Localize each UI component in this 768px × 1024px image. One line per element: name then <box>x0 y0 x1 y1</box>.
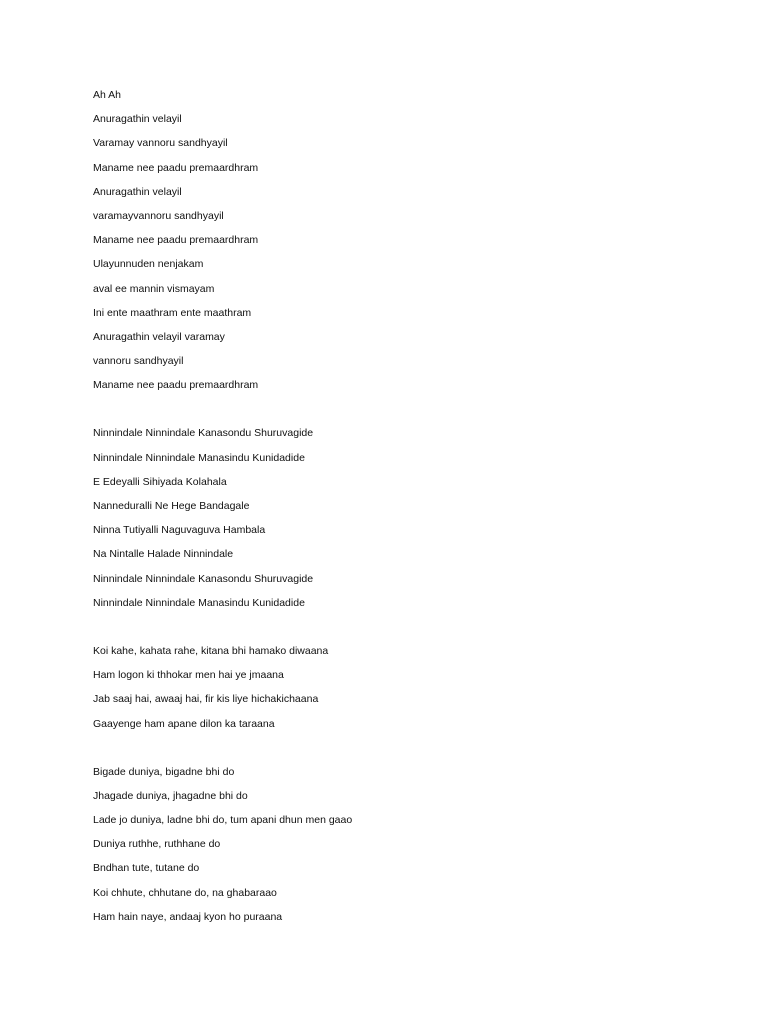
stanza-kannada <box>93 424 733 618</box>
lyric-line: Ulayunnuden nenjakam <box>93 258 204 271</box>
lyric-line: Bigade duniya, bigadne bhi do <box>93 765 235 778</box>
lyric-line: Gaayenge ham apane dilon ka taraana <box>93 717 275 730</box>
lyric-line: Maname nee paadu premaardhram <box>93 379 259 392</box>
lyrics-body <box>93 86 733 956</box>
lyric-line: Ninnindale Ninnindale Manasindu Kunidadide <box>93 596 305 609</box>
lyric-line: Na Nintalle Halade Ninnindale <box>93 548 234 561</box>
lyric-line: varamayvannoru sandhyayil <box>93 209 224 222</box>
lyric-line: Jab saaj hai, awaaj hai, fir kis liye hichakichaana <box>93 693 319 706</box>
lyric-line: Ninnindale Ninnindale Manasindu Kunidadide <box>93 451 305 464</box>
lyric-line: Anuragathin velayil <box>93 185 182 198</box>
lyric-line: aval ee mannin vismayam <box>93 282 215 295</box>
lyric-line: vannoru sandhyayil <box>93 355 184 368</box>
lyric-line: Koi kahe, kahata rahe, kitana bhi hamako diwaana <box>93 644 329 657</box>
stanza-hindi-verse <box>93 763 733 932</box>
lyric-line: Ninnindale Ninnindale Kanasondu Shuruvagide <box>93 572 314 585</box>
lyric-line: Maname nee paadu premaardhram <box>93 234 259 247</box>
lyric-line: Bndhan tute, tutane do <box>93 862 200 875</box>
lyric-line: E Edeyalli Sihiyada Kolahala <box>93 475 227 488</box>
lyric-line: Duniya ruthhe, ruthhane do <box>93 838 221 851</box>
lyric-line: Ninnindale Ninnindale Kanasondu Shuruvagide <box>93 427 314 440</box>
lyric-line: Lade jo duniya, ladne bhi do, tum apani dhun men gaao <box>93 814 353 827</box>
lyric-line: Ah Ah <box>93 89 122 101</box>
lyric-line: Ini ente maathram ente maathram <box>93 306 252 319</box>
lyric-line: Ham logon ki thhokar men hai ye jmaana <box>93 669 284 682</box>
stanza-malayalam <box>93 86 733 400</box>
lyric-line: Nanneduralli Ne Hege Bandagale <box>93 500 250 512</box>
lyric-line: Ninna Tutiyalli Naguvaguva Hambala <box>93 524 266 537</box>
lyric-line: Varamay vannoru sandhyayil <box>93 137 228 150</box>
stanza-hindi-chorus <box>93 642 733 739</box>
lyric-line: Anuragathin velayil varamay <box>93 330 225 343</box>
lyric-line: Anuragathin velayil <box>93 113 182 126</box>
lyric-line: Ham hain naye, andaaj kyon ho puraana <box>93 910 283 923</box>
lyric-line: Maname nee paadu premaardhram <box>93 161 259 174</box>
lyric-line: Koi chhute, chhutane do, na ghabaraao <box>93 886 277 899</box>
lyric-line: Jhagade duniya, jhagadne bhi do <box>93 789 248 802</box>
